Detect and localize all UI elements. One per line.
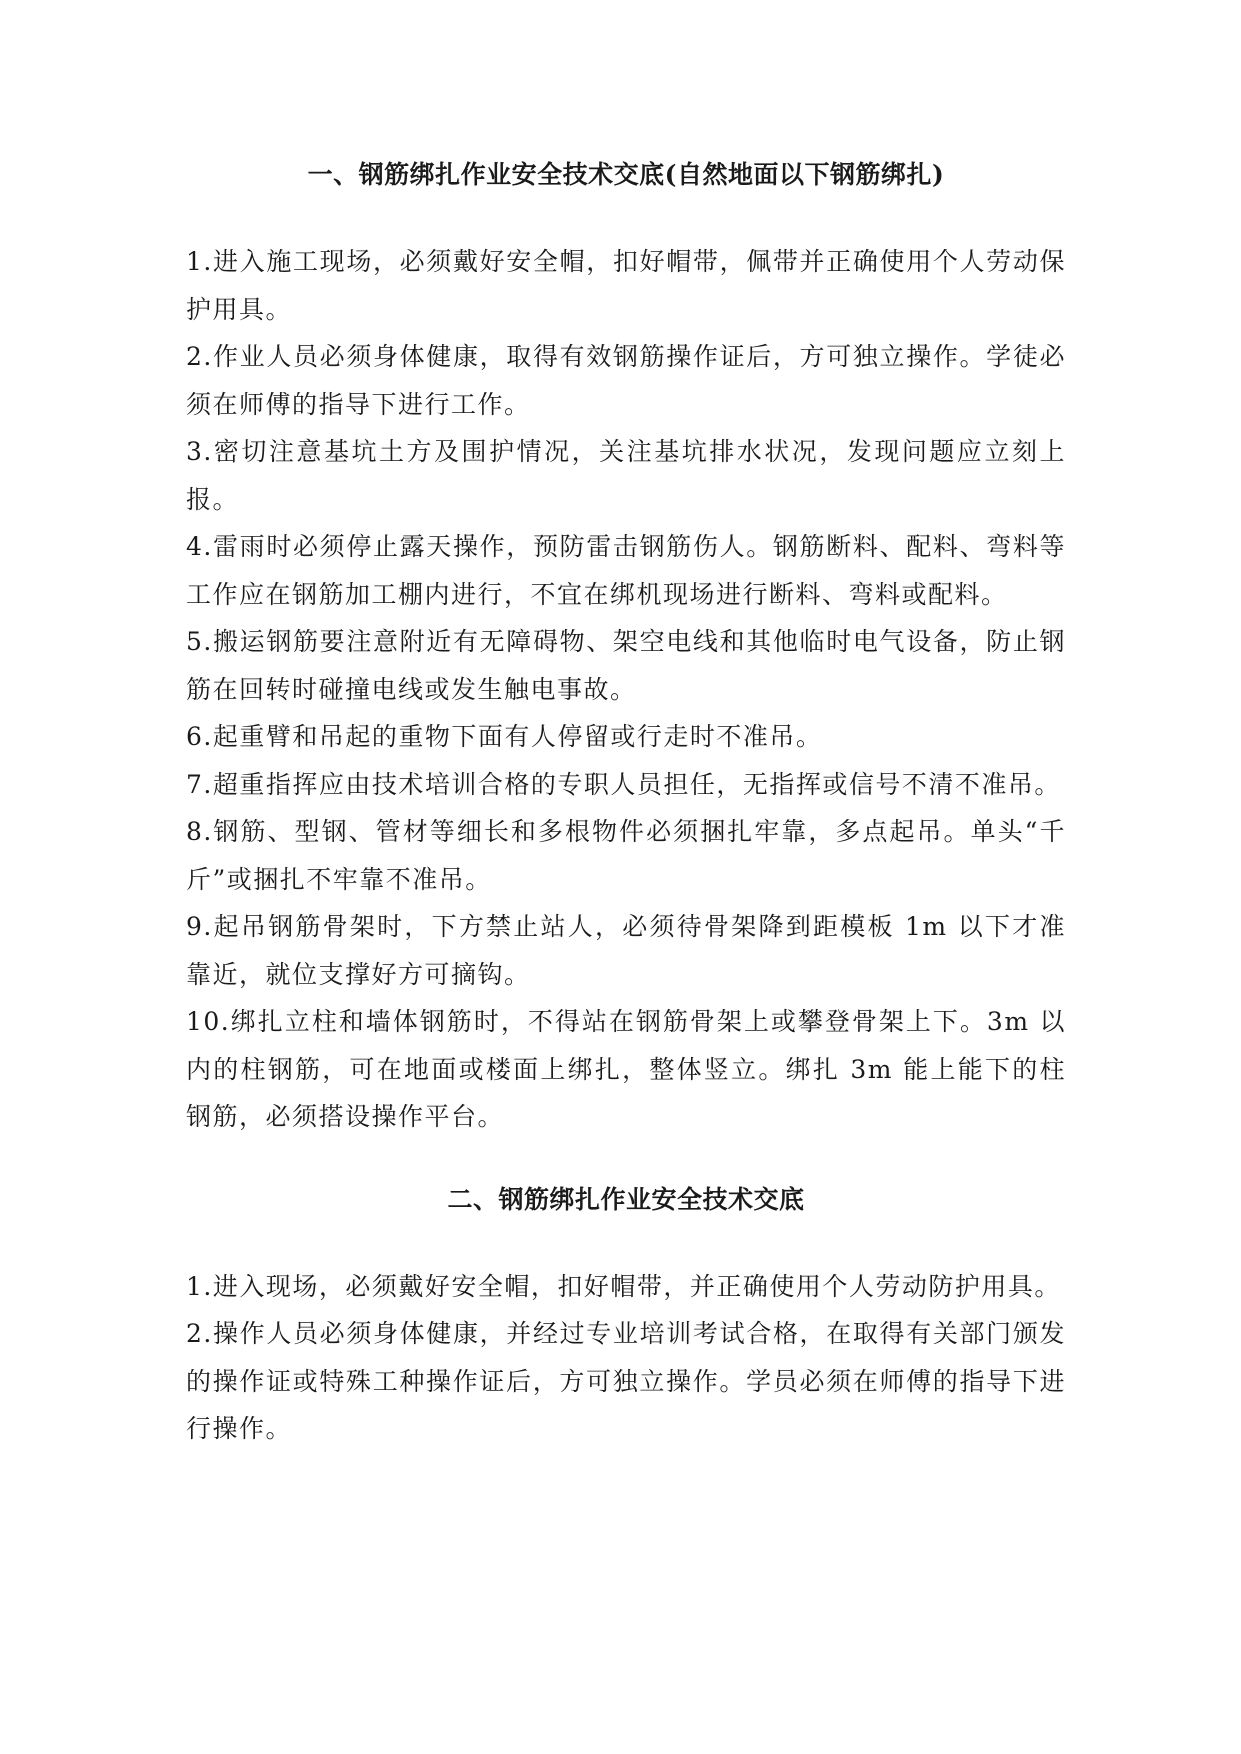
section-2-item-1: 1.进入现场，必须戴好安全帽，扣好帽带，并正确使用个人劳动防护用具。 xyxy=(186,1271,1061,1301)
section-1-item-8: 8.钢筋、型钢、管材等细长和多根物件必须捆扎牢靠，多点起吊。单头“千斤”或捆扎不牢靠不准吊。 xyxy=(186,817,1066,894)
section-1-title: 一、钢筋绑扎作业安全技术交底(自然地面以下钢筋绑扎) xyxy=(307,160,945,189)
document-body xyxy=(186,150,1066,1453)
section-1-item-1: 1.进入施工现场，必须戴好安全帽，扣好帽带，佩带并正确使用个人劳动保护用具。 xyxy=(186,247,1066,324)
section-1-item-5: 5.搬运钢筋要注意附近有无障碍物、架空电线和其他临时电气设备，防止钢筋在回转时碰撞电线或发生触电事故。 xyxy=(186,627,1066,704)
section-1-item-9: 9.起吊钢筋骨架时，下方禁止站人，必须待骨架降到距模板 1m 以下才准靠近，就位支撑好方可摘钩。 xyxy=(186,912,1066,989)
section-1-item-3: 3.密切注意基坑土方及围护情况，关注基坑排水状况，发现问题应立刻上报。 xyxy=(186,437,1066,514)
section-1-item-10: 10.绑扎立柱和墙体钢筋时，不得站在钢筋骨架上或攀登骨架上下。3m 以内的柱钢筋，可在地面或楼面上绑扎，整体竖立。绑扎 3m 能上能下的柱钢筋，必须搭设操作平台。 xyxy=(186,1007,1066,1131)
section-1-item-4: 4.雷雨时必须停止露天操作，预防雷击钢筋伤人。钢筋断料、配料、弯料等工作应在钢筋加工棚内进行，不宜在绑机现场进行断料、弯料或配料。 xyxy=(186,532,1066,609)
section-1-item-2: 2.作业人员必须身体健康，取得有效钢筋操作证后，方可独立操作。学徒必须在师傅的指导下进行工作。 xyxy=(186,342,1066,419)
section-2-item-2: 2.操作人员必须身体健康，并经过专业培训考试合格，在取得有关部门颁发的操作证或特殊工种操作证后，方可独立操作。学员必须在师傅的指导下进行操作。 xyxy=(186,1319,1066,1443)
section-2-title: 二、钢筋绑扎作业安全技术交底 xyxy=(447,1184,805,1214)
section-1-item-6: 6.起重臂和吊起的重物下面有人停留或行走时不准吊。 xyxy=(186,722,823,751)
section-1-item-7: 7.超重指挥应由技术培训合格的专职人员担任，无指挥或信号不清不准吊。 xyxy=(186,769,1061,799)
